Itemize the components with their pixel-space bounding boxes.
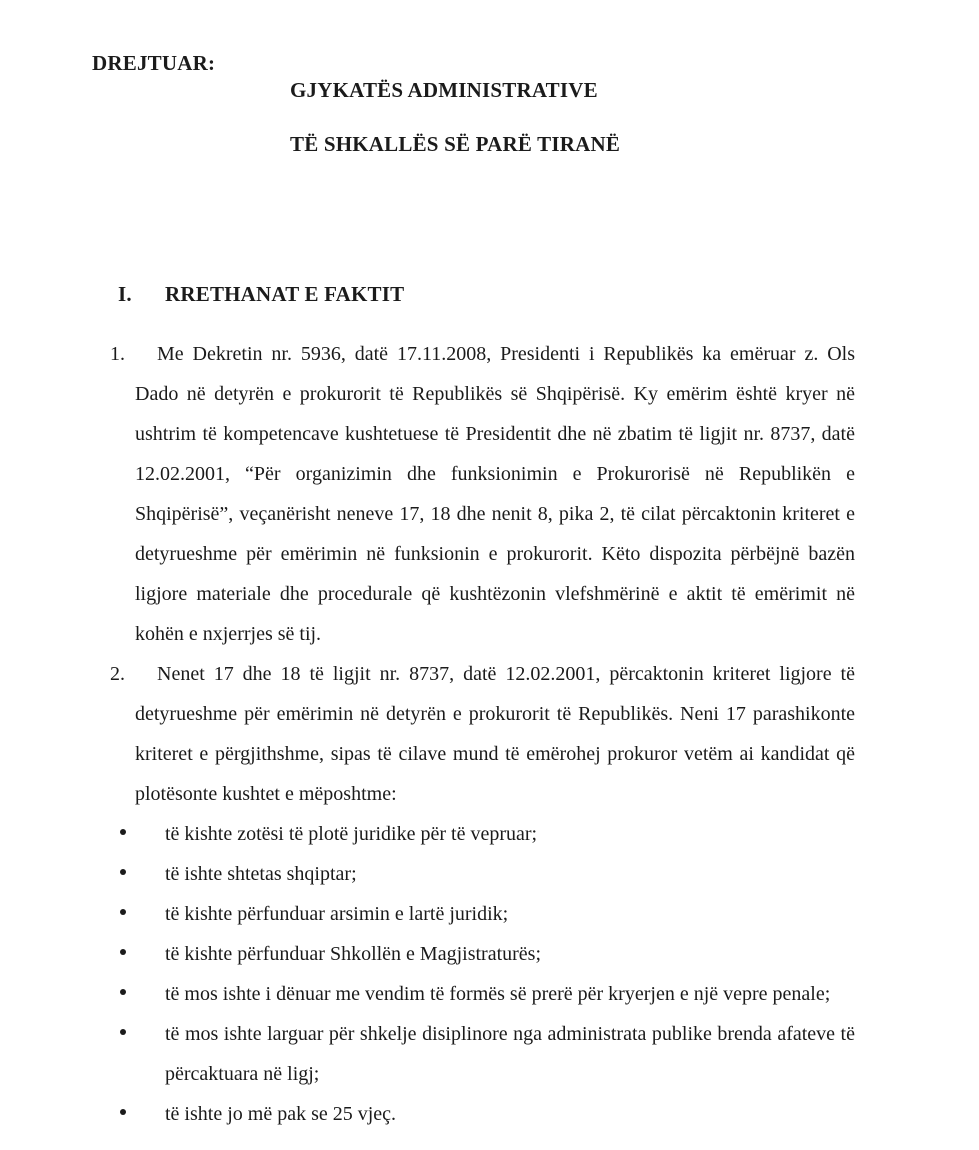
list-item-text: të ishte jo më pak se 25 vjeç. bbox=[165, 1103, 397, 1125]
bullet-icon bbox=[120, 1029, 126, 1035]
list-item-text: të mos ishte i dënuar me vendim të formës së prerë për kryerjen e një vepre penale; bbox=[165, 983, 831, 1005]
section-title: RRETHANAT E FAKTIT bbox=[165, 282, 405, 306]
addressee-block bbox=[92, 50, 979, 185]
bullet-icon bbox=[120, 1109, 126, 1115]
list-item-text: të kishte zotësi të plotë juridike për të vepruar; bbox=[165, 823, 538, 845]
list-item bbox=[165, 854, 855, 894]
section-number: I. bbox=[118, 282, 132, 306]
addressee-line-1: GJYKATËS ADMINISTRATIVE bbox=[290, 78, 598, 102]
list-item bbox=[165, 974, 855, 1014]
bullet-icon bbox=[120, 949, 126, 955]
bullet-icon bbox=[120, 829, 126, 835]
addressee-name bbox=[290, 50, 620, 185]
paragraph-1-text: Me Dekretin nr. 5936, datë 17.11.2008, Presidenti i Republikës ka emëruar z. Ols Dado në detyrën e prokurorit të Republikës së Shqipërisë. Ky emërim është kryer në ushtrim të kompetencave kushtetuese të Presidentit dhe në zbatim të ligjit nr. 8737, datë 12.02.2001, “Për organizimin dhe funksionimin e Prokurorisë në Republikën e Shqipërisë”, veçanërisht neneve 17, 18 dhe nenit 8, pika 2, të cilat përcaktonin kriteret e detyrueshme për emërimin në funksionin e prokurorit. Këto dispozita përbëjnë bazën ligjore materiale dhe procedurale që kushtëzonin vlefshmërinë e aktit të emërimit në kohën e nxjerrjes së tij. bbox=[135, 343, 855, 645]
paragraph-2-number: 2. bbox=[110, 663, 125, 685]
bullet-icon bbox=[120, 909, 126, 915]
paragraph-2-text: Nenet 17 dhe 18 të ligjit nr. 8737, datë 12.02.2001, përcaktonin kriteret ligjore të detyrueshme për emërimin në detyrën e prokurorit të Republikës. Neni 17 parashikonte kriteret e përgjithshme, sipas të cilave mund të emërohej prokuror vetëm ai kandidat që plotësonte kushtet e mëposhtme: bbox=[135, 663, 855, 805]
list-item-text: të kishte përfunduar arsimin e lartë juridik; bbox=[165, 903, 509, 925]
paragraph-1-number: 1. bbox=[110, 343, 125, 365]
bullet-icon bbox=[120, 869, 126, 875]
bullet-icon bbox=[120, 989, 126, 995]
list-item bbox=[165, 1094, 855, 1134]
paragraph-1 bbox=[110, 334, 855, 654]
addressee-label: DREJTUAR: bbox=[92, 51, 216, 75]
list-item bbox=[165, 814, 855, 854]
list-item-text: të mos ishte larguar për shkelje disiplinore nga administrata publike brenda afateve të përcaktuara në ligj; bbox=[165, 1023, 855, 1085]
list-item-text: të ishte shtetas shqiptar; bbox=[165, 863, 357, 885]
list-item-text: të kishte përfunduar Shkollën e Magjistraturës; bbox=[165, 943, 542, 965]
section-heading bbox=[118, 281, 979, 308]
list-item bbox=[165, 894, 855, 934]
list-item bbox=[165, 934, 855, 974]
document-page bbox=[0, 50, 979, 1150]
addressee-line-2: TË SHKALLËS SË PARË TIRANË bbox=[290, 132, 621, 156]
conditions-list bbox=[0, 814, 979, 1134]
list-item bbox=[165, 1014, 855, 1094]
paragraph-2 bbox=[110, 654, 855, 814]
